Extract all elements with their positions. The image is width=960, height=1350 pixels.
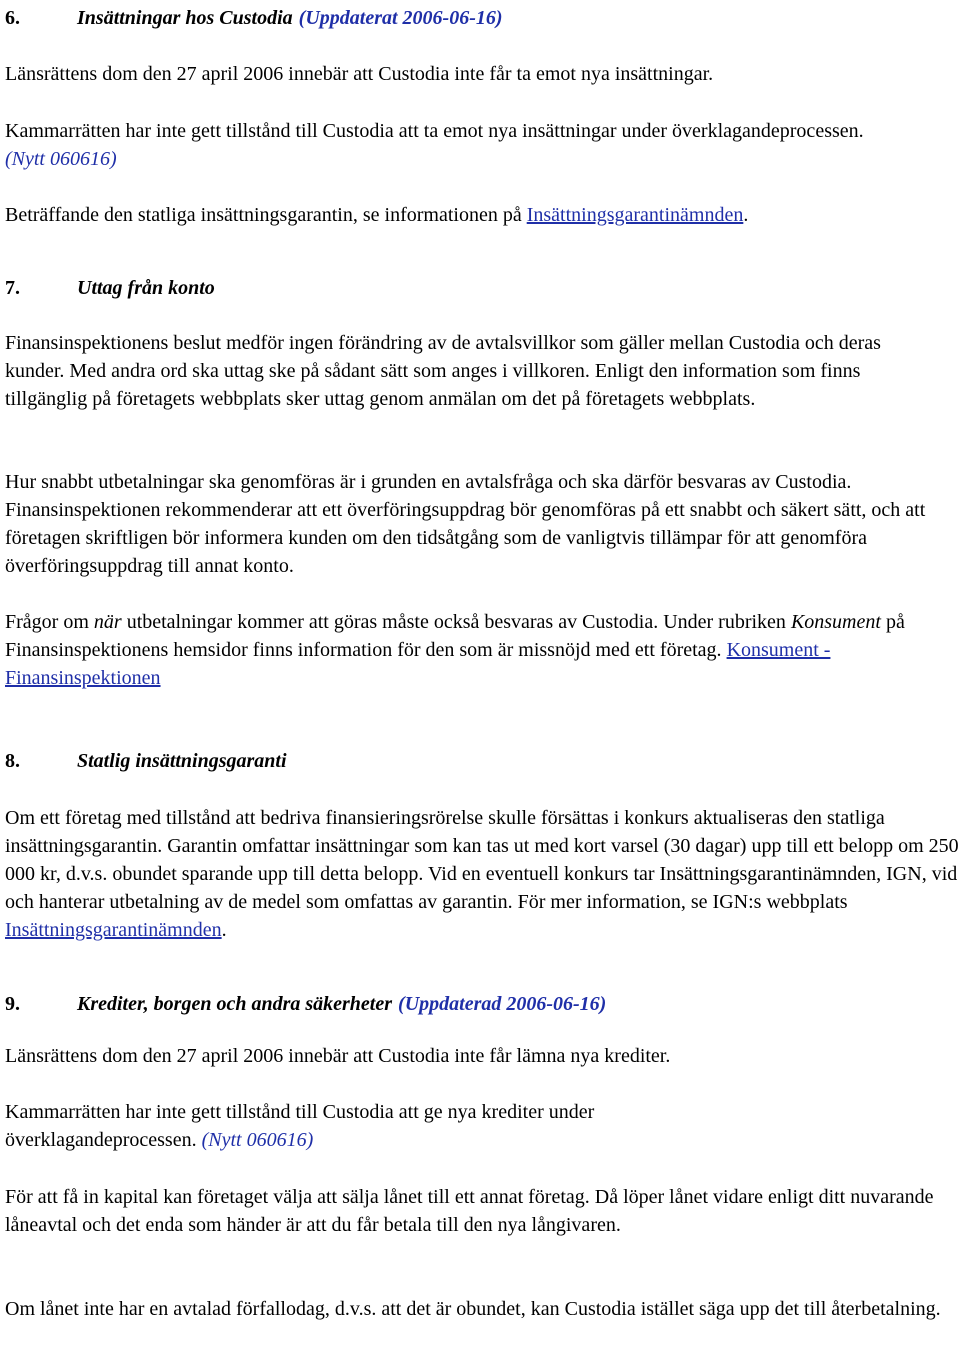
paragraph-text: Beträffande den statliga insättningsgarantin, se informationen på <box>5 204 522 226</box>
section-number: 7. <box>5 277 20 299</box>
paragraph <box>5 608 960 692</box>
section-title: Krediter, borgen och andra säkerheter <box>77 993 393 1015</box>
section-number: 9. <box>5 993 20 1015</box>
updated-note: (Uppdaterad 2006-06-16) <box>398 993 607 1015</box>
section-title: Insättningar hos Custodia <box>77 7 293 29</box>
paragraph <box>5 201 960 229</box>
paragraph-text: Frågor om <box>5 611 89 633</box>
s9-paragraph-1 <box>5 1042 960 1070</box>
section-6-heading <box>5 4 960 32</box>
section-8-heading <box>5 747 960 775</box>
new-note: (Nytt 060616) <box>5 148 117 170</box>
paragraph-text: utbetalningar kommer att göras måste också besvaras av Custodia. Under rubriken <box>126 611 786 633</box>
paragraph-text: på Finansinspektionens hemsidor finns information för den som är missnöjd med ett företag. <box>5 611 905 661</box>
paragraph <box>5 804 960 944</box>
s7-paragraph-2 <box>5 468 960 580</box>
paragraph-text: Om ett företag med tillstånd att bedriva finansieringsrörelse skulle försättas i konkurs aktualiseras den statliga insättningsgarantin. Garantin omfattar insättningar som kan tas ut med kort varsel (30 dagar) upp till ett belopp om 250 000 kr, d.v.s. obundet sparande upp till detta belopp. Vid en eventuell konkurs tar Insättningsgarantinämnden, IGN, vid och hanterar utbetalning av de medel som omfattas av garantin. För mer information, se IGN:s webbplats <box>5 807 959 913</box>
s9-paragraph-2 <box>5 1098 765 1154</box>
section-7 <box>5 274 960 302</box>
paragraph: Länsrättens dom den 27 april 2006 innebär att Custodia inte får lämna nya krediter. <box>5 1045 671 1067</box>
new-note: (Nytt 060616) <box>201 1129 314 1151</box>
section-7-heading <box>5 274 960 302</box>
punctuation: . <box>221 919 227 941</box>
s6-paragraph-3 <box>5 201 960 229</box>
section-8 <box>5 747 960 775</box>
paragraph: Om lånet inte har en avtalad förfallodag, d.v.s. att det är obundet, kan Custodia istället säga upp det till återbetalning. <box>5 1298 941 1320</box>
updated-note: (Uppdaterat 2006-06-16) <box>298 7 503 29</box>
paragraph: Finansinspektionens beslut medför ingen förändring av de avtalsvillkor som gäller mellan Custodia och deras kunder. Med andra ord ska uttag ske på sådant sätt som anges i villkoren. Enligt den information som finns tillgänglig på företagets webbplats sker uttag genom anmälan om det på företagets webbplats. <box>5 332 881 410</box>
section-number: 8. <box>5 750 20 772</box>
section-6 <box>5 4 960 32</box>
paragraph: Hur snabbt utbetalningar ska genomföras är i grunden en avtalsfråga och ska därför besvaras av Custodia. Finansinspektionen rekommenderar att ett överföringsuppdrag bör genomföras på ett snabbt och säkert sätt, och att företagen skriftligen bör informera kunden om den tidsåtgång som de vanligtvis tillämpar för att genomföra överföringsuppdrag till annat konto. <box>5 471 926 577</box>
section-number: 6. <box>5 7 20 29</box>
paragraph-text: Kammarrätten har inte gett tillstånd till Custodia att ta emot nya insättningar under överklagandeprocessen. <box>5 120 864 142</box>
s8-paragraph-1 <box>5 804 960 944</box>
konsument-finansinspektionen-link[interactable]: Konsument - Finansinspektionen <box>5 639 831 689</box>
section-9 <box>5 990 960 1018</box>
paragraph <box>5 1098 765 1154</box>
paragraph: Länsrättens dom den 27 april 2006 innebär att Custodia inte får ta emot nya insättningar. <box>5 63 714 85</box>
section-9-heading <box>5 990 960 1018</box>
s7-paragraph-3 <box>5 608 960 692</box>
paragraph-text: Kammarrätten har inte gett tillstånd till Custodia att ge nya krediter under överklagandeprocessen. <box>5 1101 595 1151</box>
punctuation: . <box>743 204 749 226</box>
paragraph: För att få in kapital kan företaget välja att sälja lånet till ett annat företag. Då löper lånet vidare enligt ditt nuvarande låneavtal och det enda som händer är att du får betala till den nya långivaren. <box>5 1186 934 1236</box>
s7-paragraph-1 <box>5 329 940 413</box>
insattningsgarantinamnden-link[interactable]: Insättningsgarantinämnden <box>526 204 744 226</box>
s9-paragraph-4 <box>5 1295 955 1323</box>
s9-paragraph-3 <box>5 1183 950 1239</box>
ign-insattningsgarantinamnden-link[interactable]: Insättningsgarantinämnden <box>5 919 222 941</box>
s6-paragraph-1 <box>5 60 905 88</box>
section-title: Uttag från konto <box>77 277 215 299</box>
section-title: Statlig insättningsgaranti <box>77 750 287 772</box>
paragraph <box>5 117 865 173</box>
s6-paragraph-2 <box>5 117 865 173</box>
emphasis-text: Konsument <box>790 611 881 633</box>
emphasis-text: när <box>93 611 122 633</box>
